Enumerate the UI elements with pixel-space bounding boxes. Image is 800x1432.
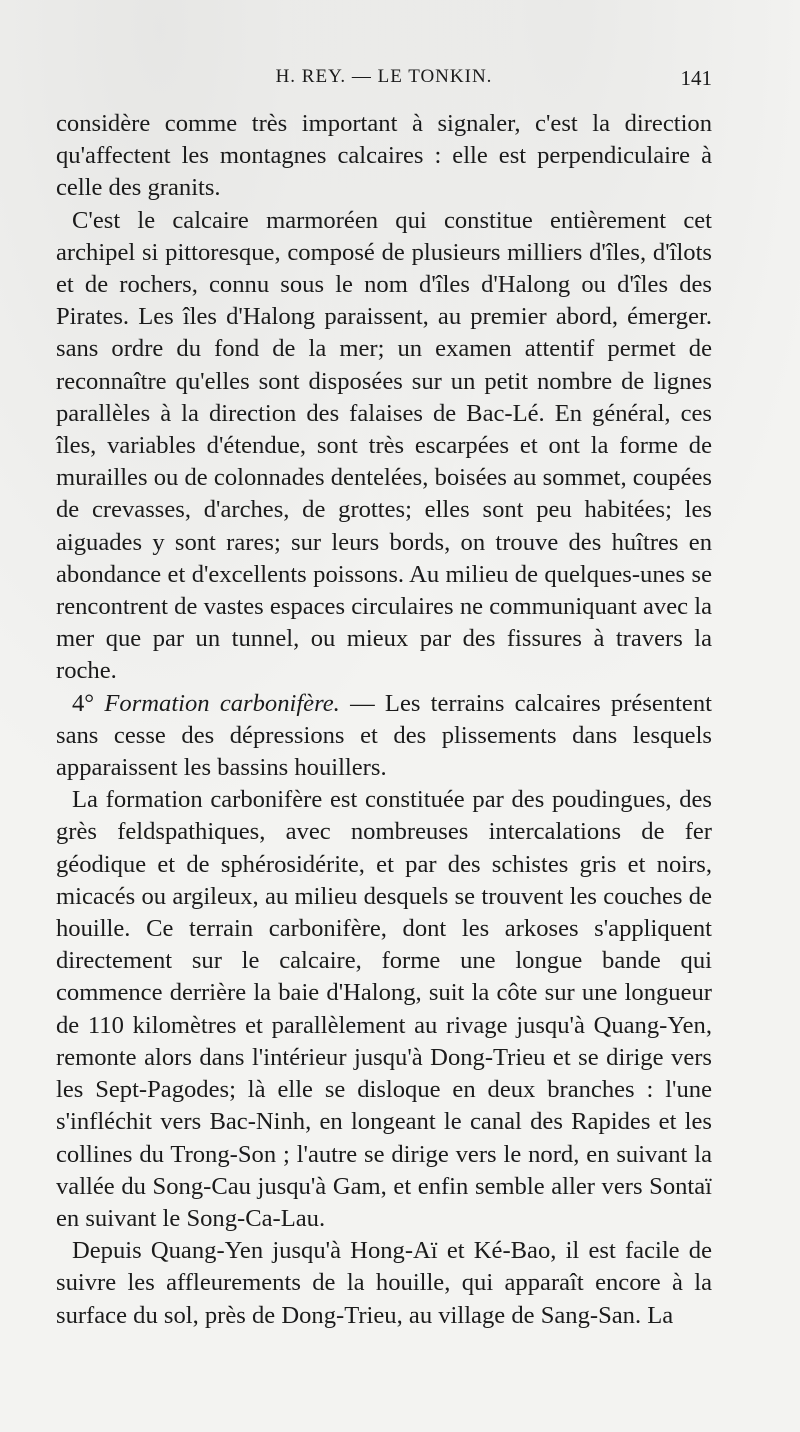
page-header xyxy=(56,66,712,96)
running-head: H. REY. — LE TONKIN. xyxy=(275,66,493,87)
section-intro-text: — Les terrains calcaires présentent sans cesse des dépressions et des plissements dans lesquels apparaissent les bassins houillers. xyxy=(56,689,712,782)
paragraph-carboniferous: La formation carbonifère est constituée par des poudingues, des grès feldspathiques, avec nombreuses intercalations de fer géodique et de sphérosidérite, et par des schistes gris et noirs, micacés ou argileux, au milieu desquels se trouvent les couches de houille. Ce terrain carbonifère, dont les arkoses s'appliquent directement sur le calcaire, forme une longue bande qui commence derrière la baie d'Halong, suit la côte sur une longueur de 110 kilomètres et parallèlement au rivage jusqu'à Quang-Yen, remonte alors dans l'intérieur jusqu'à Dong-Trieu et se dirige vers les Sept-Pagodes; là elle se disloque en deux branches : l'une s'infléchit vers Bac-Ninh, en longeant le canal des Rapides et les collines du Trong-Son ; l'autre se dirige vers le nord, en suivant la vallée du Song-Cau jusqu'à Gam, et enfin semble aller vers Sontaï en suivant le Song-Ca-Lau. xyxy=(56,786,712,1232)
body-text xyxy=(56,108,712,1332)
section-title: Formation carbonifère. xyxy=(104,689,340,717)
section-number: 4° xyxy=(72,689,95,717)
paragraph-section-heading xyxy=(56,688,712,785)
page-number: 141 xyxy=(680,66,712,90)
paragraph-continuation: considère comme très important à signaler, c'est la direction qu'affectent les montagnes calcaires : elle est perpendiculaire à celle des granits. xyxy=(56,110,712,202)
paragraph-halong: C'est le calcaire marmoréen qui constitue entièrement cet archipel si pittoresque, composé de plusieurs milliers d'îles, d'îlots et de rochers, connu sous le nom d'îles d'Halong ou d'îles des Pirates. Les îles d'Halong paraissent, au premier abord, émerger. sans ordre du fond de la mer; un examen attentif permet de reconnaître qu'elles sont disposées sur un petit nombre de lignes parallèles à la direction des falaises de Bac-Lé. En général, ces îles, variables d'étendue, sont très escarpées et ont la forme de murailles ou de colonnades dentelées, boisées au sommet, coupées de crevasses, d'arches, de grottes; elles sont peu habitées; les aiguades y sont rares; sur leurs bords, on trouve des huîtres en abondance et d'excellents poissons. Au milieu de quelques-unes se rencontrent de vastes espaces circulaires ne communiquant avec la mer que par un tunnel, ou mieux par des fissures à travers la roche. xyxy=(56,206,712,685)
paragraph-coal-outcrops: Depuis Quang-Yen jusqu'à Hong-Aï et Ké-Bao, il est facile de suivre les affleurements de la houille, qui apparaît encore à la surface du sol, près de Dong-Trieu, au village de Sang-San. La xyxy=(56,1237,712,1329)
